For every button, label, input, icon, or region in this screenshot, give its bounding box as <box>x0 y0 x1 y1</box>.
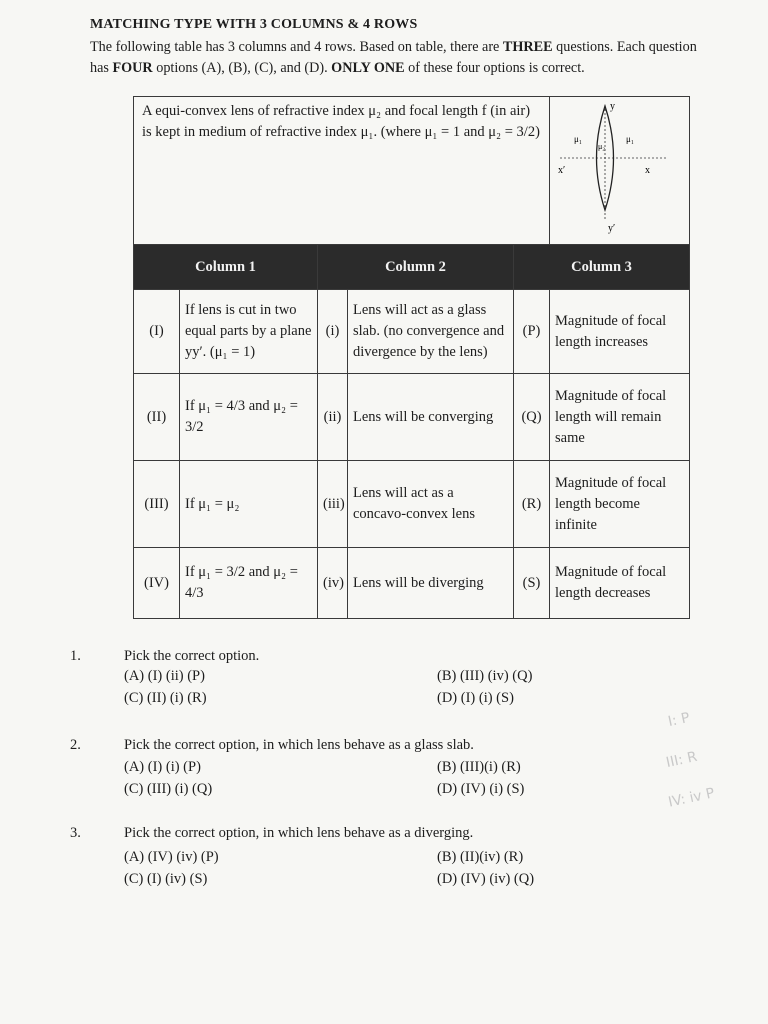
header-column-3: Column 3 <box>514 245 690 290</box>
table-row <box>134 290 690 374</box>
option-c: (C) (III) (i) (Q) <box>124 781 213 797</box>
label-x: x <box>645 165 651 176</box>
question-number: 3. <box>70 825 81 841</box>
question-number: 2. <box>70 737 81 753</box>
column-2-cell: Lens will be converging <box>348 374 514 461</box>
option-a: (A) (IV) (iv) (P) <box>124 849 219 865</box>
row-label: (IV) <box>134 548 180 619</box>
row-label: (ii) <box>318 374 348 461</box>
instructions <box>90 37 700 79</box>
handwritten-note: III: R <box>664 748 699 772</box>
option-c: (C) (I) (iv) (S) <box>124 871 208 887</box>
table-row <box>134 374 690 461</box>
label-mu1-left: μ₁ <box>574 134 582 144</box>
option-d: (D) (I) (i) (S) <box>437 690 514 706</box>
column-3-cell: Magnitude of focal length increases <box>550 290 690 374</box>
option-d: (D) (IV) (iv) (Q) <box>437 871 535 887</box>
intro-bold-3: ONLY ONE <box>331 60 405 76</box>
lens-diagram <box>550 97 688 237</box>
lens-figure-cell <box>550 97 690 245</box>
label-y: y <box>610 101 616 112</box>
intro-bold-2: FOUR <box>112 60 153 76</box>
option-a: (A) (I) (ii) (P) <box>124 668 205 684</box>
intro-part-1: The following table has 3 columns and 4 rows. Based on table, there are <box>90 39 503 55</box>
option-b: (B) (III) (iv) (Q) <box>437 668 533 684</box>
intro-bold-1: THREE <box>502 39 553 55</box>
row-label: (S) <box>514 548 550 619</box>
column-3-cell: Magnitude of focal length become infinite <box>550 461 690 548</box>
label-mu2-center: μ₂ <box>598 142 606 151</box>
option-a: (A) (I) (i) (P) <box>124 759 201 775</box>
column-3-cell: Magnitude of focal length decreases <box>550 548 690 619</box>
column-1-cell: If lens is cut in two equal parts by a plane yy′. (μ₁ = 1) <box>180 290 318 374</box>
row-label: (iii) <box>318 461 348 548</box>
row-label: (R) <box>514 461 550 548</box>
intro-part-3: options (A), (B), (C), and (D). <box>152 60 332 76</box>
problem-stem: A equi-convex lens of refractive index μ₂ and focal length f (in air) is kept in medium of refractive index μ₁. (where μ₁ = 1 and μ₂ = 3/2) <box>134 97 550 245</box>
row-label: (I) <box>134 290 180 374</box>
table-row <box>134 461 690 548</box>
row-label: (III) <box>134 461 180 548</box>
page-heading: MATCHING TYPE WITH 3 COLUMNS & 4 ROWS <box>90 17 418 32</box>
column-1-cell: If μ₁ = 4/3 and μ₂ = 3/2 <box>180 374 318 461</box>
label-mu1-right: μ₁ <box>626 134 634 144</box>
question-text: Pick the correct option, in which lens behave as a glass slab. <box>124 737 474 753</box>
column-1-cell: If μ₁ = 3/2 and μ₂ = 4/3 <box>180 548 318 619</box>
header-column-2: Column 2 <box>318 245 514 290</box>
column-2-cell: Lens will act as a glass slab. (no convergence and divergence by the lens) <box>348 290 514 374</box>
row-label: (Q) <box>514 374 550 461</box>
column-2-cell: Lens will act as a concavo-convex lens <box>348 461 514 548</box>
label-y-prime: y′ <box>608 223 616 234</box>
option-b: (B) (III)(i) (R) <box>437 759 521 775</box>
question-number: 1. <box>70 648 81 664</box>
option-b: (B) (II)(iv) (R) <box>437 849 524 865</box>
question-text: Pick the correct option, in which lens behave as a diverging. <box>124 825 474 841</box>
row-label: (i) <box>318 290 348 374</box>
label-x-prime: x′ <box>558 165 566 176</box>
option-d: (D) (IV) (i) (S) <box>437 781 525 797</box>
row-label: (iv) <box>318 548 348 619</box>
question-text: Pick the correct option. <box>124 648 260 664</box>
table-row <box>134 548 690 619</box>
column-3-cell: Magnitude of focal length will remain same <box>550 374 690 461</box>
matching-table <box>133 96 690 619</box>
intro-part-4: of these four options is correct. <box>404 60 585 76</box>
column-1-cell: If μ₁ = μ₂ <box>180 461 318 548</box>
column-2-cell: Lens will be diverging <box>348 548 514 619</box>
header-column-1: Column 1 <box>134 245 318 290</box>
stem-row <box>134 97 690 245</box>
option-c: (C) (II) (i) (R) <box>124 690 207 706</box>
row-label: (P) <box>514 290 550 374</box>
header-row <box>134 245 690 290</box>
handwritten-note: IV: iv P <box>666 785 716 811</box>
handwritten-note: I: P <box>666 709 692 731</box>
intro-part-2: questions. Each question has <box>90 39 697 76</box>
row-label: (II) <box>134 374 180 461</box>
